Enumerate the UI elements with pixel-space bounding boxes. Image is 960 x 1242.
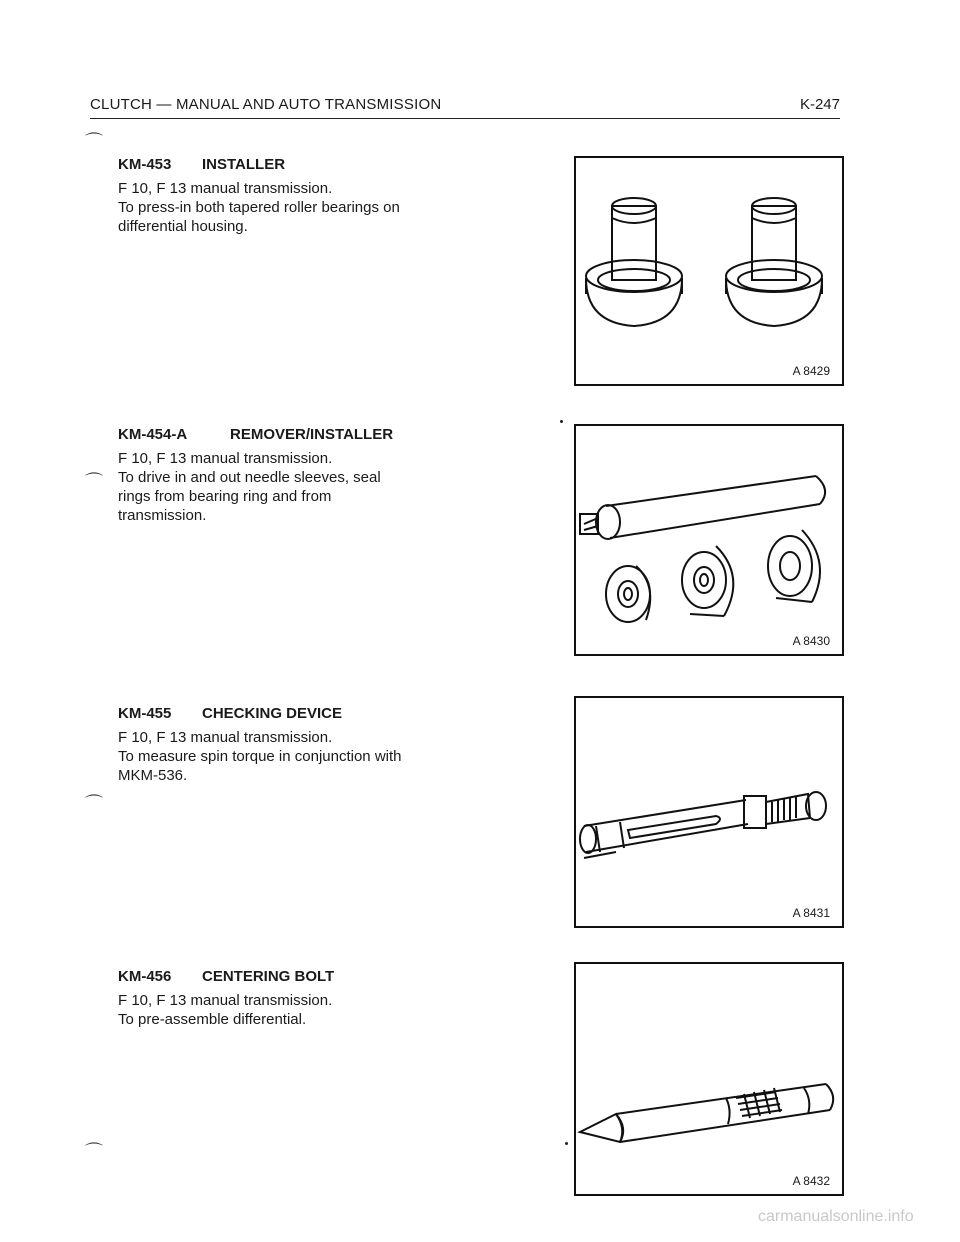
tool-description: [118, 179, 498, 236]
tool-description: [118, 728, 498, 785]
tool-name: CENTERING BOLT: [202, 968, 335, 985]
tool-code: KM-453: [118, 156, 172, 173]
description-line: To measure spin torque in conjunction with: [118, 748, 402, 765]
figure-label: A 8432: [792, 1174, 830, 1188]
description-line: transmission.: [118, 507, 207, 524]
tool-name: CHECKING DEVICE: [202, 705, 343, 722]
description-line: rings from bearing ring and from: [118, 488, 332, 505]
tool-title: [118, 426, 498, 443]
figure-a-8431: [574, 696, 844, 928]
figure-a-8432: [574, 962, 844, 1196]
figure-a-8430: [574, 424, 844, 656]
stray-dot: [560, 420, 563, 423]
margin-mark: ⌒: [85, 794, 103, 814]
tool-title: [118, 968, 498, 985]
description-line: MKM-536.: [118, 767, 188, 784]
description-line: F 10, F 13 manual transmission.: [118, 992, 333, 1009]
checking-device-icon: [576, 698, 842, 926]
tool-entry-km-453: [118, 156, 498, 236]
tool-entry-km-455: [118, 705, 498, 785]
tool-code: KM-456: [118, 968, 172, 985]
description-line: F 10, F 13 manual transmission.: [118, 180, 333, 197]
page-number: K-247: [799, 96, 840, 113]
description-line: To press-in both tapered roller bearings on: [118, 199, 400, 216]
tool-name: REMOVER/INSTALLER: [230, 426, 394, 443]
description-line: F 10, F 13 manual transmission.: [118, 450, 333, 467]
figure-label: A 8429: [792, 364, 830, 378]
page-header: [90, 96, 840, 119]
installer-icon: [576, 158, 842, 384]
description-line: F 10, F 13 manual transmission.: [118, 729, 333, 746]
figure-a-8429: [574, 156, 844, 386]
tool-description: [118, 449, 498, 525]
tool-code: KM-454-A: [118, 426, 188, 443]
tool-title: [118, 705, 498, 722]
header-title: CLUTCH — MANUAL AND AUTO TRANSMISSION: [90, 96, 442, 113]
tool-entry-km-454-a: [118, 426, 498, 525]
figure-label: A 8430: [792, 634, 830, 648]
remover-installer-icon: [576, 426, 842, 654]
description-line: differential housing.: [118, 218, 248, 235]
stray-dot: [565, 1142, 568, 1145]
margin-mark: ⌒: [85, 472, 103, 492]
tool-description: [118, 991, 498, 1029]
margin-mark: ⌒: [85, 1142, 103, 1162]
description-line: To pre-assemble differential.: [118, 1011, 307, 1028]
margin-mark: ⌒: [85, 132, 103, 152]
figure-label: A 8431: [792, 906, 830, 920]
tool-code: KM-455: [118, 705, 172, 722]
tool-title: [118, 156, 498, 173]
watermark: carmanualsonline.info: [758, 1208, 914, 1225]
tool-name: INSTALLER: [202, 156, 286, 173]
tool-entry-km-456: [118, 968, 498, 1029]
description-line: To drive in and out needle sleeves, seal: [118, 469, 381, 486]
centering-bolt-icon: [576, 964, 842, 1194]
